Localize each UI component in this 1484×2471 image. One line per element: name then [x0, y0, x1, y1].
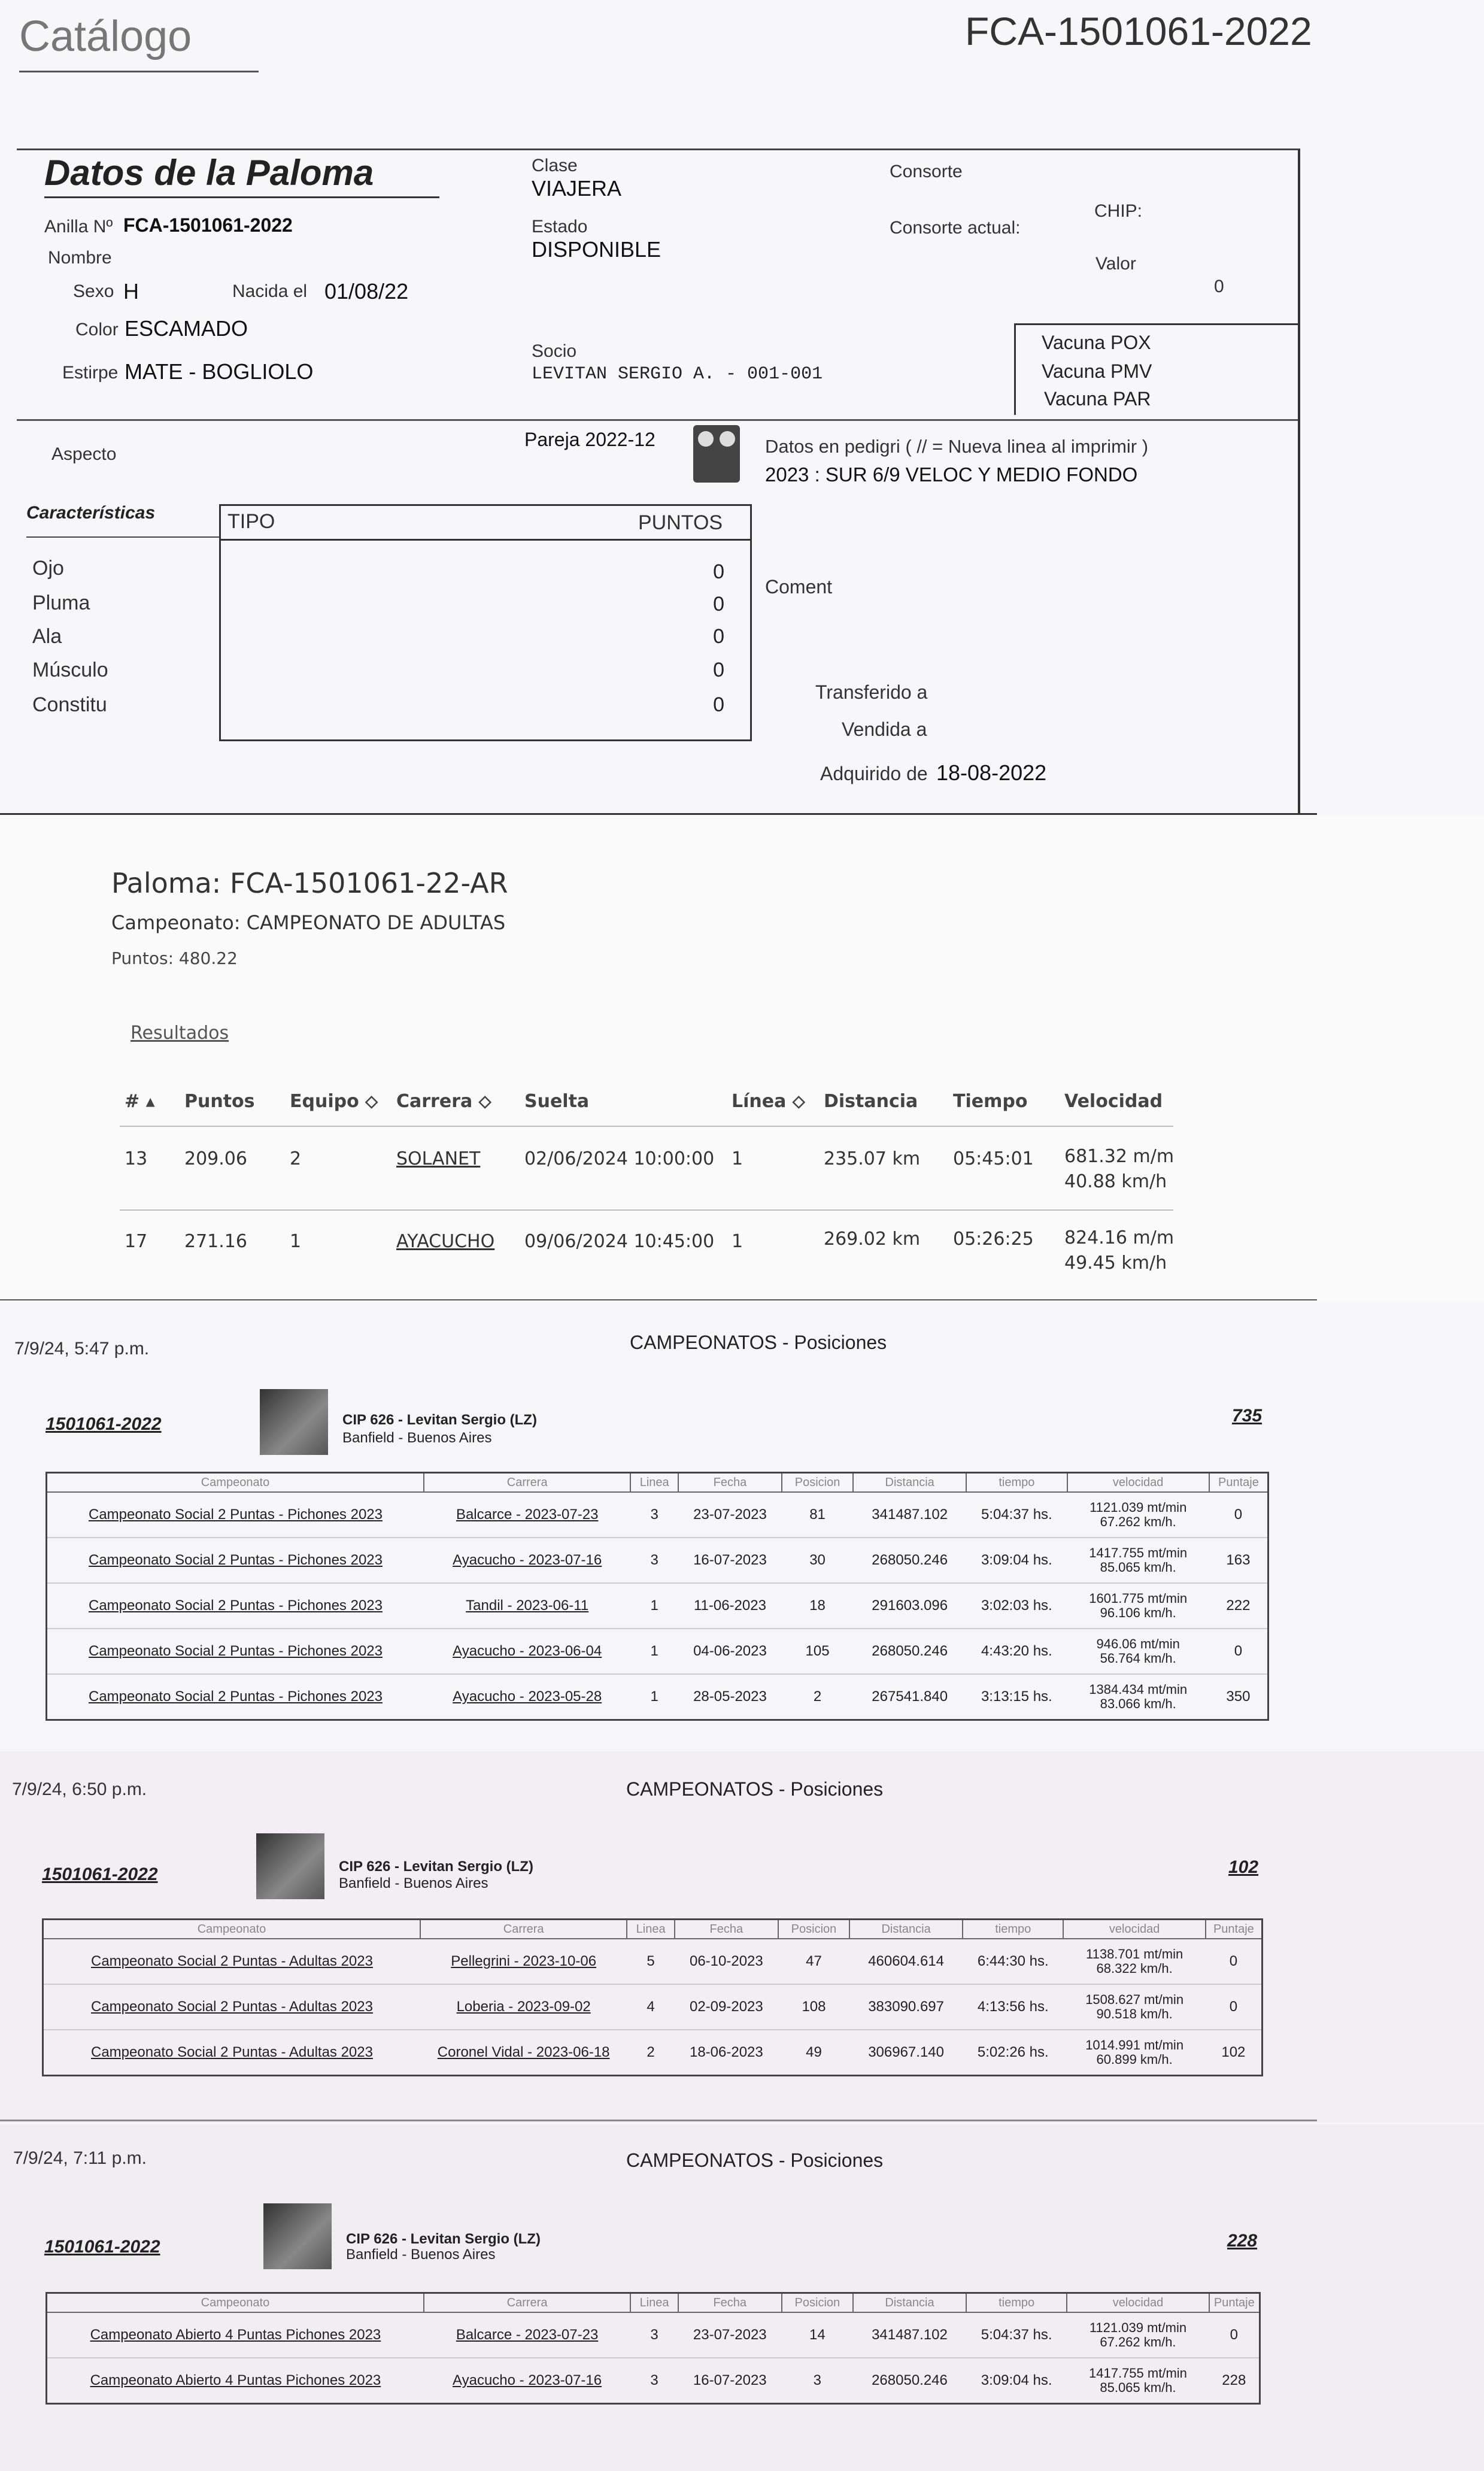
cell-puntaje: 222 [1209, 1583, 1268, 1629]
col-tiempo: tiempo [966, 1473, 1067, 1493]
timestamp: 7/9/24, 6:50 p.m. [12, 1779, 147, 1799]
col-header-linea[interactable]: Línea ⬦ [732, 1091, 805, 1112]
col-linea: Linea [627, 1920, 675, 1939]
socio-label: Socio [532, 341, 577, 361]
cell-puntaje: 0 [1209, 1629, 1268, 1674]
cell-fecha: 18-06-2023 [675, 2030, 778, 2076]
puntos-line: Puntos: 480.22 [111, 948, 238, 968]
cell-puntaje: 0 [1206, 1939, 1263, 1984]
result-puntos: 271.16 [184, 1231, 247, 1252]
section-title: Datos de la Paloma [44, 153, 374, 193]
cell-posicion: 81 [782, 1492, 853, 1538]
adquirido-value: 18-08-2022 [936, 760, 1047, 785]
result-pos: 17 [125, 1231, 148, 1252]
cell-fecha: 16-07-2023 [678, 1538, 782, 1583]
transferido-label: Transferido a [815, 681, 928, 703]
col-puntaje: Puntaje [1209, 2293, 1260, 2313]
race-link[interactable]: AYACUCHO [396, 1231, 495, 1252]
cell-puntaje: 350 [1209, 1674, 1268, 1720]
col-carrera: Carrera [424, 2293, 630, 2313]
race-link[interactable]: Ayacucho - 2023-07-16 [424, 2358, 630, 2404]
vel-mtmin: 1014.991 mt/min [1085, 2038, 1184, 2052]
cell-fecha: 02-09-2023 [675, 1984, 778, 2030]
result-velocidad-mm: 824.16 m/m [1064, 1227, 1175, 1248]
cell-velocidad [1067, 1538, 1209, 1583]
cell-tiempo: 3:02:03 hs. [966, 1583, 1067, 1629]
championship-link[interactable]: Campeonato Abierto 4 Puntas Pichones 2023 [47, 2312, 424, 2358]
sexo-value: H [123, 279, 139, 304]
race-link[interactable]: SOLANET [396, 1148, 481, 1169]
championship-link[interactable]: Campeonato Social 2 Puntas - Pichones 2023 [47, 1538, 424, 1583]
cell-distancia: 268050.246 [853, 1538, 966, 1583]
col-header-carrera[interactable]: Carrera ⬦ [396, 1091, 491, 1112]
col-linea: Linea [630, 1473, 678, 1493]
cell-puntaje: 163 [1209, 1538, 1268, 1583]
cell-fecha: 23-07-2023 [678, 1492, 782, 1538]
adquirido-label: Adquirido de [820, 763, 928, 784]
cell-tiempo: 3:13:15 hs. [966, 1674, 1067, 1720]
cell-fecha: 11-06-2023 [678, 1583, 782, 1629]
col-velocidad: velocidad [1067, 1473, 1209, 1493]
trait-pluma: Pluma [32, 592, 90, 614]
estirpe-value: MATE - BOGLIOLO [125, 359, 314, 384]
nacida-value: 01/08/22 [324, 279, 409, 304]
cell-posicion: 3 [782, 2358, 853, 2404]
cell-distancia: 460604.614 [849, 1939, 963, 1984]
ring-link[interactable]: 1501061-2022 [45, 1414, 162, 1434]
championship-link[interactable]: Campeonato Abierto 4 Puntas Pichones 2023 [47, 2358, 424, 2404]
cell-velocidad [1067, 1583, 1209, 1629]
campeonatos-table [45, 2292, 1261, 2405]
valor-label: Valor [1095, 254, 1136, 274]
cell-posicion: 30 [782, 1538, 853, 1583]
owner-name: CIP 626 - Levitan Sergio (LZ) [339, 1858, 533, 1875]
col-distancia: Distancia [853, 2293, 966, 2313]
result-suelta: 09/06/2024 10:45:00 [524, 1231, 715, 1252]
caracteristicas-label: Características [26, 503, 156, 523]
col-puntaje: Puntaje [1209, 1473, 1268, 1493]
cell-tiempo: 5:04:37 hs. [966, 2312, 1067, 2358]
cell-velocidad [1067, 1674, 1209, 1720]
vel-mtmin: 1417.755 mt/min [1089, 2366, 1187, 2381]
col-carrera: Carrera [424, 1473, 630, 1493]
resultados-tab[interactable]: Resultados [131, 1023, 229, 1044]
col-posicion: Posicion [778, 1920, 849, 1939]
owner-avatar [260, 1389, 328, 1455]
result-tiempo: 05:26:25 [953, 1229, 1034, 1250]
pedigri-label: Datos en pedigri ( // = Nueva linea al imprimir ) [765, 436, 1149, 457]
cell-fecha: 16-07-2023 [678, 2358, 782, 2404]
socio-value: LEVITAN SERGIO A. - 001-001 [532, 364, 823, 384]
cell-velocidad [1063, 1984, 1205, 2030]
coment-label: Coment [765, 576, 833, 598]
estirpe-label: Estirpe [62, 363, 119, 383]
vel-kmh: 68.322 km/h. [1096, 1961, 1173, 1976]
result-pos: 13 [125, 1148, 148, 1169]
cell-distancia: 341487.102 [853, 1492, 966, 1538]
pedigri-value: 2023 : SUR 6/9 VELOC Y MEDIO FONDO [765, 463, 1138, 486]
col-posicion: Posicion [782, 1473, 853, 1493]
cell-tiempo: 5:02:26 hs. [963, 2030, 1063, 2076]
col-campeonato: Campeonato [47, 1473, 424, 1493]
clase-label: Clase [532, 156, 578, 175]
campeonatos-title: CAMPEONATOS - Posiciones [626, 1778, 884, 1800]
chip-label: CHIP: [1094, 201, 1143, 221]
campeonato-line: Campeonato: CAMPEONATO DE ADULTAS [111, 911, 506, 934]
race-link[interactable]: Ayacucho - 2023-05-28 [424, 1674, 630, 1720]
cell-fecha: 04-06-2023 [678, 1629, 782, 1674]
divider [120, 1126, 1173, 1127]
campeonatos-title: CAMPEONATOS - Posiciones [630, 1332, 887, 1353]
owner-location: Banfield - Buenos Aires [342, 1430, 492, 1446]
nombre-label: Nombre [48, 248, 112, 268]
cell-tiempo: 5:04:37 hs. [966, 1492, 1067, 1538]
vel-kmh: 67.262 km/h. [1100, 1514, 1176, 1529]
timestamp: 7/9/24, 7:11 p.m. [13, 2148, 147, 2168]
owner-location: Banfield - Buenos Aires [346, 2246, 496, 2263]
championship-link[interactable]: Campeonato Social 2 Puntas - Pichones 2023 [47, 1583, 424, 1629]
table-row [43, 2030, 1263, 2076]
col-fecha: Fecha [678, 1473, 782, 1493]
trait-constitu: Constitu [32, 693, 107, 716]
pair-icon [693, 425, 740, 483]
col-header-pos[interactable]: # ▴ [125, 1091, 155, 1112]
championship-link[interactable]: Campeonato Social 2 Puntas - Adultas 2023 [43, 1939, 421, 1984]
race-link[interactable]: Coronel Vidal - 2023-06-18 [420, 2030, 627, 2076]
cell-tiempo: 4:13:56 hs. [963, 1984, 1063, 2030]
cell-puntaje: 0 [1209, 2312, 1260, 2358]
col-campeonato: Campeonato [47, 2293, 424, 2313]
table-row [47, 1538, 1268, 1583]
divider [0, 2120, 1317, 2121]
championship-link[interactable]: Campeonato Social 2 Puntas - Pichones 2023 [47, 1674, 424, 1720]
col-header-equipo[interactable]: Equipo ⬦ [290, 1091, 378, 1112]
sexo-label: Sexo [73, 281, 114, 301]
nacida-label: Nacida el [232, 281, 308, 301]
col-campeonato: Campeonato [43, 1920, 421, 1939]
table-row [47, 1492, 1268, 1538]
divider [26, 536, 219, 538]
championship-link[interactable]: Campeonato Social 2 Puntas - Adultas 2023 [43, 1984, 421, 2030]
race-link[interactable]: Balcarce - 2023-07-23 [424, 1492, 630, 1538]
cell-linea: 3 [630, 1492, 678, 1538]
vel-mtmin: 1384.434 mt/min [1089, 1682, 1188, 1697]
cell-velocidad [1067, 2358, 1209, 2404]
cell-puntaje: 228 [1209, 2358, 1260, 2404]
cell-linea: 3 [630, 2312, 678, 2358]
divider [0, 813, 1317, 815]
owner-name: CIP 626 - Levitan Sergio (LZ) [346, 2231, 541, 2247]
result-equipo: 2 [290, 1148, 302, 1169]
table-row [47, 2358, 1260, 2404]
col-distancia: Distancia [853, 1473, 966, 1493]
col-tiempo: tiempo [966, 2293, 1067, 2313]
consorte-label: Consorte [890, 162, 963, 181]
cell-tiempo: 4:43:20 hs. [966, 1629, 1067, 1674]
cell-fecha: 23-07-2023 [678, 2312, 782, 2358]
table-row [43, 1939, 1263, 1984]
race-link[interactable]: Balcarce - 2023-07-23 [424, 2312, 630, 2358]
race-link[interactable]: Loberia - 2023-09-02 [420, 1984, 627, 2030]
table-row [47, 2312, 1260, 2358]
cell-posicion: 49 [778, 2030, 849, 2076]
table-row [47, 1583, 1268, 1629]
result-linea: 1 [732, 1148, 743, 1169]
aspecto-label: Aspecto [51, 444, 117, 464]
anilla-label: Anilla Nº [44, 217, 113, 237]
result-velocidad-kmh: 49.45 km/h [1064, 1253, 1167, 1274]
result-puntos: 209.06 [184, 1148, 247, 1169]
vel-kmh: 83.066 km/h. [1100, 1696, 1176, 1711]
vel-mtmin: 1121.039 mt/min [1089, 2320, 1187, 2335]
trait-musculo: Músculo [32, 659, 108, 681]
vel-mtmin: 1417.755 mt/min [1089, 1545, 1188, 1560]
cell-linea: 1 [630, 1629, 678, 1674]
championship-link[interactable]: Campeonato Social 2 Puntas - Pichones 2023 [47, 1492, 424, 1538]
col-fecha: Fecha [678, 2293, 782, 2313]
cell-velocidad [1067, 1492, 1209, 1538]
cell-velocidad [1063, 1939, 1205, 1984]
result-tiempo: 05:45:01 [953, 1148, 1034, 1169]
col-fecha: Fecha [675, 1920, 778, 1939]
pareja-value: Pareja 2022-12 [524, 429, 655, 450]
estado-value: DISPONIBLE [532, 237, 661, 262]
vel-mtmin: 946.06 mt/min [1096, 1636, 1180, 1651]
ring-link[interactable]: 1501061-2022 [44, 2237, 160, 2257]
timestamp: 7/9/24, 5:47 p.m. [14, 1339, 150, 1359]
trait-ojo: Ojo [32, 557, 64, 580]
ring-link[interactable]: 1501061-2022 [42, 1864, 158, 1884]
race-link[interactable]: Pellegrini - 2023-10-06 [420, 1939, 627, 1984]
cell-puntaje: 102 [1206, 2030, 1263, 2076]
vel-kmh: 90.518 km/h. [1096, 2006, 1173, 2021]
paloma-title: Paloma: FCA-1501061-22-AR [111, 867, 508, 899]
divider [219, 539, 752, 541]
owner-name: CIP 626 - Levitan Sergio (LZ) [342, 1412, 537, 1428]
vaccine-par: Vacuna PAR [1044, 388, 1151, 410]
total-points: 228 [1227, 2231, 1258, 2251]
cell-linea: 3 [630, 1538, 678, 1583]
col-posicion: Posicion [782, 2293, 853, 2313]
vaccine-pmv: Vacuna PMV [1042, 360, 1152, 382]
race-link[interactable]: Ayacucho - 2023-06-04 [424, 1629, 630, 1674]
table-row [47, 1674, 1268, 1720]
consorte-actual-label: Consorte actual: [890, 218, 1021, 238]
cell-distancia: 268050.246 [853, 2358, 966, 2404]
col-velocidad: velocidad [1067, 2293, 1209, 2313]
championship-link[interactable]: Campeonato Social 2 Puntas - Adultas 2023 [43, 2030, 421, 2076]
cell-velocidad [1063, 2030, 1205, 2076]
campeonatos-table [45, 1472, 1269, 1721]
col-header-distancia[interactable]: Distancia [824, 1091, 918, 1112]
cell-linea: 5 [627, 1939, 675, 1984]
cell-velocidad [1067, 1629, 1209, 1674]
cell-distancia: 267541.840 [853, 1674, 966, 1720]
vel-mtmin: 1601.775 mt/min [1089, 1591, 1188, 1606]
result-velocidad-kmh: 40.88 km/h [1064, 1171, 1167, 1192]
campeonatos-table [42, 1918, 1263, 2076]
col-header-puntos[interactable]: Puntos [184, 1091, 255, 1112]
vendida-label: Vendida a [842, 718, 927, 740]
cell-linea: 1 [630, 1583, 678, 1629]
cell-velocidad [1067, 2312, 1209, 2358]
vel-kmh: 60.899 km/h. [1096, 2052, 1173, 2067]
tipo-header: TIPO [227, 510, 275, 533]
color-value: ESCAMADO [125, 316, 248, 341]
campeonatos-title: CAMPEONATOS - Posiciones [626, 2149, 884, 2171]
vel-kmh: 96.106 km/h. [1100, 1605, 1176, 1620]
vel-mtmin: 1508.627 mt/min [1085, 1992, 1184, 2007]
table-row [47, 1629, 1268, 1674]
race-link[interactable]: Tandil - 2023-06-11 [424, 1583, 630, 1629]
color-label: Color [75, 320, 119, 339]
vel-kmh: 67.262 km/h. [1100, 2334, 1176, 2349]
cell-posicion: 47 [778, 1939, 849, 1984]
championship-link[interactable]: Campeonato Social 2 Puntas - Pichones 2023 [47, 1629, 424, 1674]
clase-value: VIAJERA [532, 176, 622, 201]
cell-linea: 1 [630, 1674, 678, 1720]
valor-value: 0 [1214, 277, 1224, 296]
trait-points: 0 [713, 593, 724, 616]
col-puntaje: Puntaje [1206, 1920, 1263, 1939]
trait-ala: Ala [32, 625, 62, 648]
total-points: 735 [1232, 1406, 1263, 1426]
cell-posicion: 14 [782, 2312, 853, 2358]
divider [19, 71, 259, 72]
cell-distancia: 268050.246 [853, 1629, 966, 1674]
anilla-value: FCA-1501061-2022 [123, 214, 293, 236]
cell-posicion: 105 [782, 1629, 853, 1674]
vel-mtmin: 1121.039 mt/min [1090, 1500, 1187, 1515]
col-carrera: Carrera [420, 1920, 627, 1939]
cell-tiempo: 3:09:04 hs. [966, 2358, 1067, 2404]
col-velocidad: velocidad [1063, 1920, 1205, 1939]
catalog-title: Catálogo [19, 13, 192, 60]
cell-distancia: 383090.697 [849, 1984, 963, 2030]
cell-tiempo: 6:44:30 hs. [963, 1939, 1063, 1984]
cell-posicion: 108 [778, 1984, 849, 2030]
vel-kmh: 85.065 km/h. [1100, 2380, 1176, 2395]
result-distancia: 235.07 km [824, 1148, 921, 1169]
puntos-header: PUNTOS [638, 511, 723, 534]
cell-puntaje: 0 [1206, 1984, 1263, 2030]
cell-tiempo: 3:09:04 hs. [966, 1538, 1067, 1583]
cell-fecha: 28-05-2023 [678, 1674, 782, 1720]
total-points: 102 [1228, 1857, 1259, 1877]
vel-mtmin: 1138.701 mt/min [1086, 1947, 1183, 1961]
divider [17, 419, 1298, 421]
result-distancia: 269.02 km [824, 1229, 921, 1250]
result-linea: 1 [732, 1231, 743, 1252]
col-header-suelta[interactable]: Suelta [524, 1091, 590, 1112]
estado-label: Estado [532, 217, 588, 237]
owner-avatar [263, 2203, 332, 2269]
col-header-velocidad[interactable]: Velocidad [1064, 1091, 1163, 1112]
vaccine-pox: Vacuna POX [1042, 332, 1151, 353]
cell-linea: 4 [627, 1984, 675, 2030]
trait-points: 0 [713, 693, 724, 716]
vel-kmh: 85.065 km/h. [1100, 1560, 1176, 1575]
trait-points: 0 [713, 560, 724, 583]
cell-distancia: 306967.140 [849, 2030, 963, 2076]
col-tiempo: tiempo [963, 1920, 1063, 1939]
col-distancia: Distancia [849, 1920, 963, 1939]
cell-posicion: 18 [782, 1583, 853, 1629]
cell-distancia: 291603.096 [853, 1583, 966, 1629]
table-row [43, 1984, 1263, 2030]
divider [120, 1209, 1173, 1211]
cell-fecha: 06-10-2023 [675, 1939, 778, 1984]
divider [44, 196, 439, 198]
cell-linea: 3 [630, 2358, 678, 2404]
race-link[interactable]: Ayacucho - 2023-07-16 [424, 1538, 630, 1583]
owner-avatar [256, 1833, 324, 1899]
result-velocidad-mm: 681.32 m/m [1064, 1146, 1175, 1167]
vel-kmh: 56.764 km/h. [1100, 1651, 1176, 1666]
cell-posicion: 2 [782, 1674, 853, 1720]
ring-code-header: FCA-1501061-2022 [965, 9, 1312, 53]
owner-location: Banfield - Buenos Aires [339, 1875, 488, 1891]
trait-points: 0 [713, 625, 724, 648]
cell-distancia: 341487.102 [853, 2312, 966, 2358]
cell-linea: 2 [627, 2030, 675, 2076]
cell-puntaje: 0 [1209, 1492, 1268, 1538]
trait-points: 0 [713, 659, 724, 681]
col-linea: Linea [630, 2293, 678, 2313]
col-header-tiempo[interactable]: Tiempo [953, 1091, 1028, 1112]
result-suelta: 02/06/2024 10:00:00 [524, 1148, 715, 1169]
result-equipo: 1 [290, 1231, 302, 1252]
divider [0, 1299, 1317, 1300]
